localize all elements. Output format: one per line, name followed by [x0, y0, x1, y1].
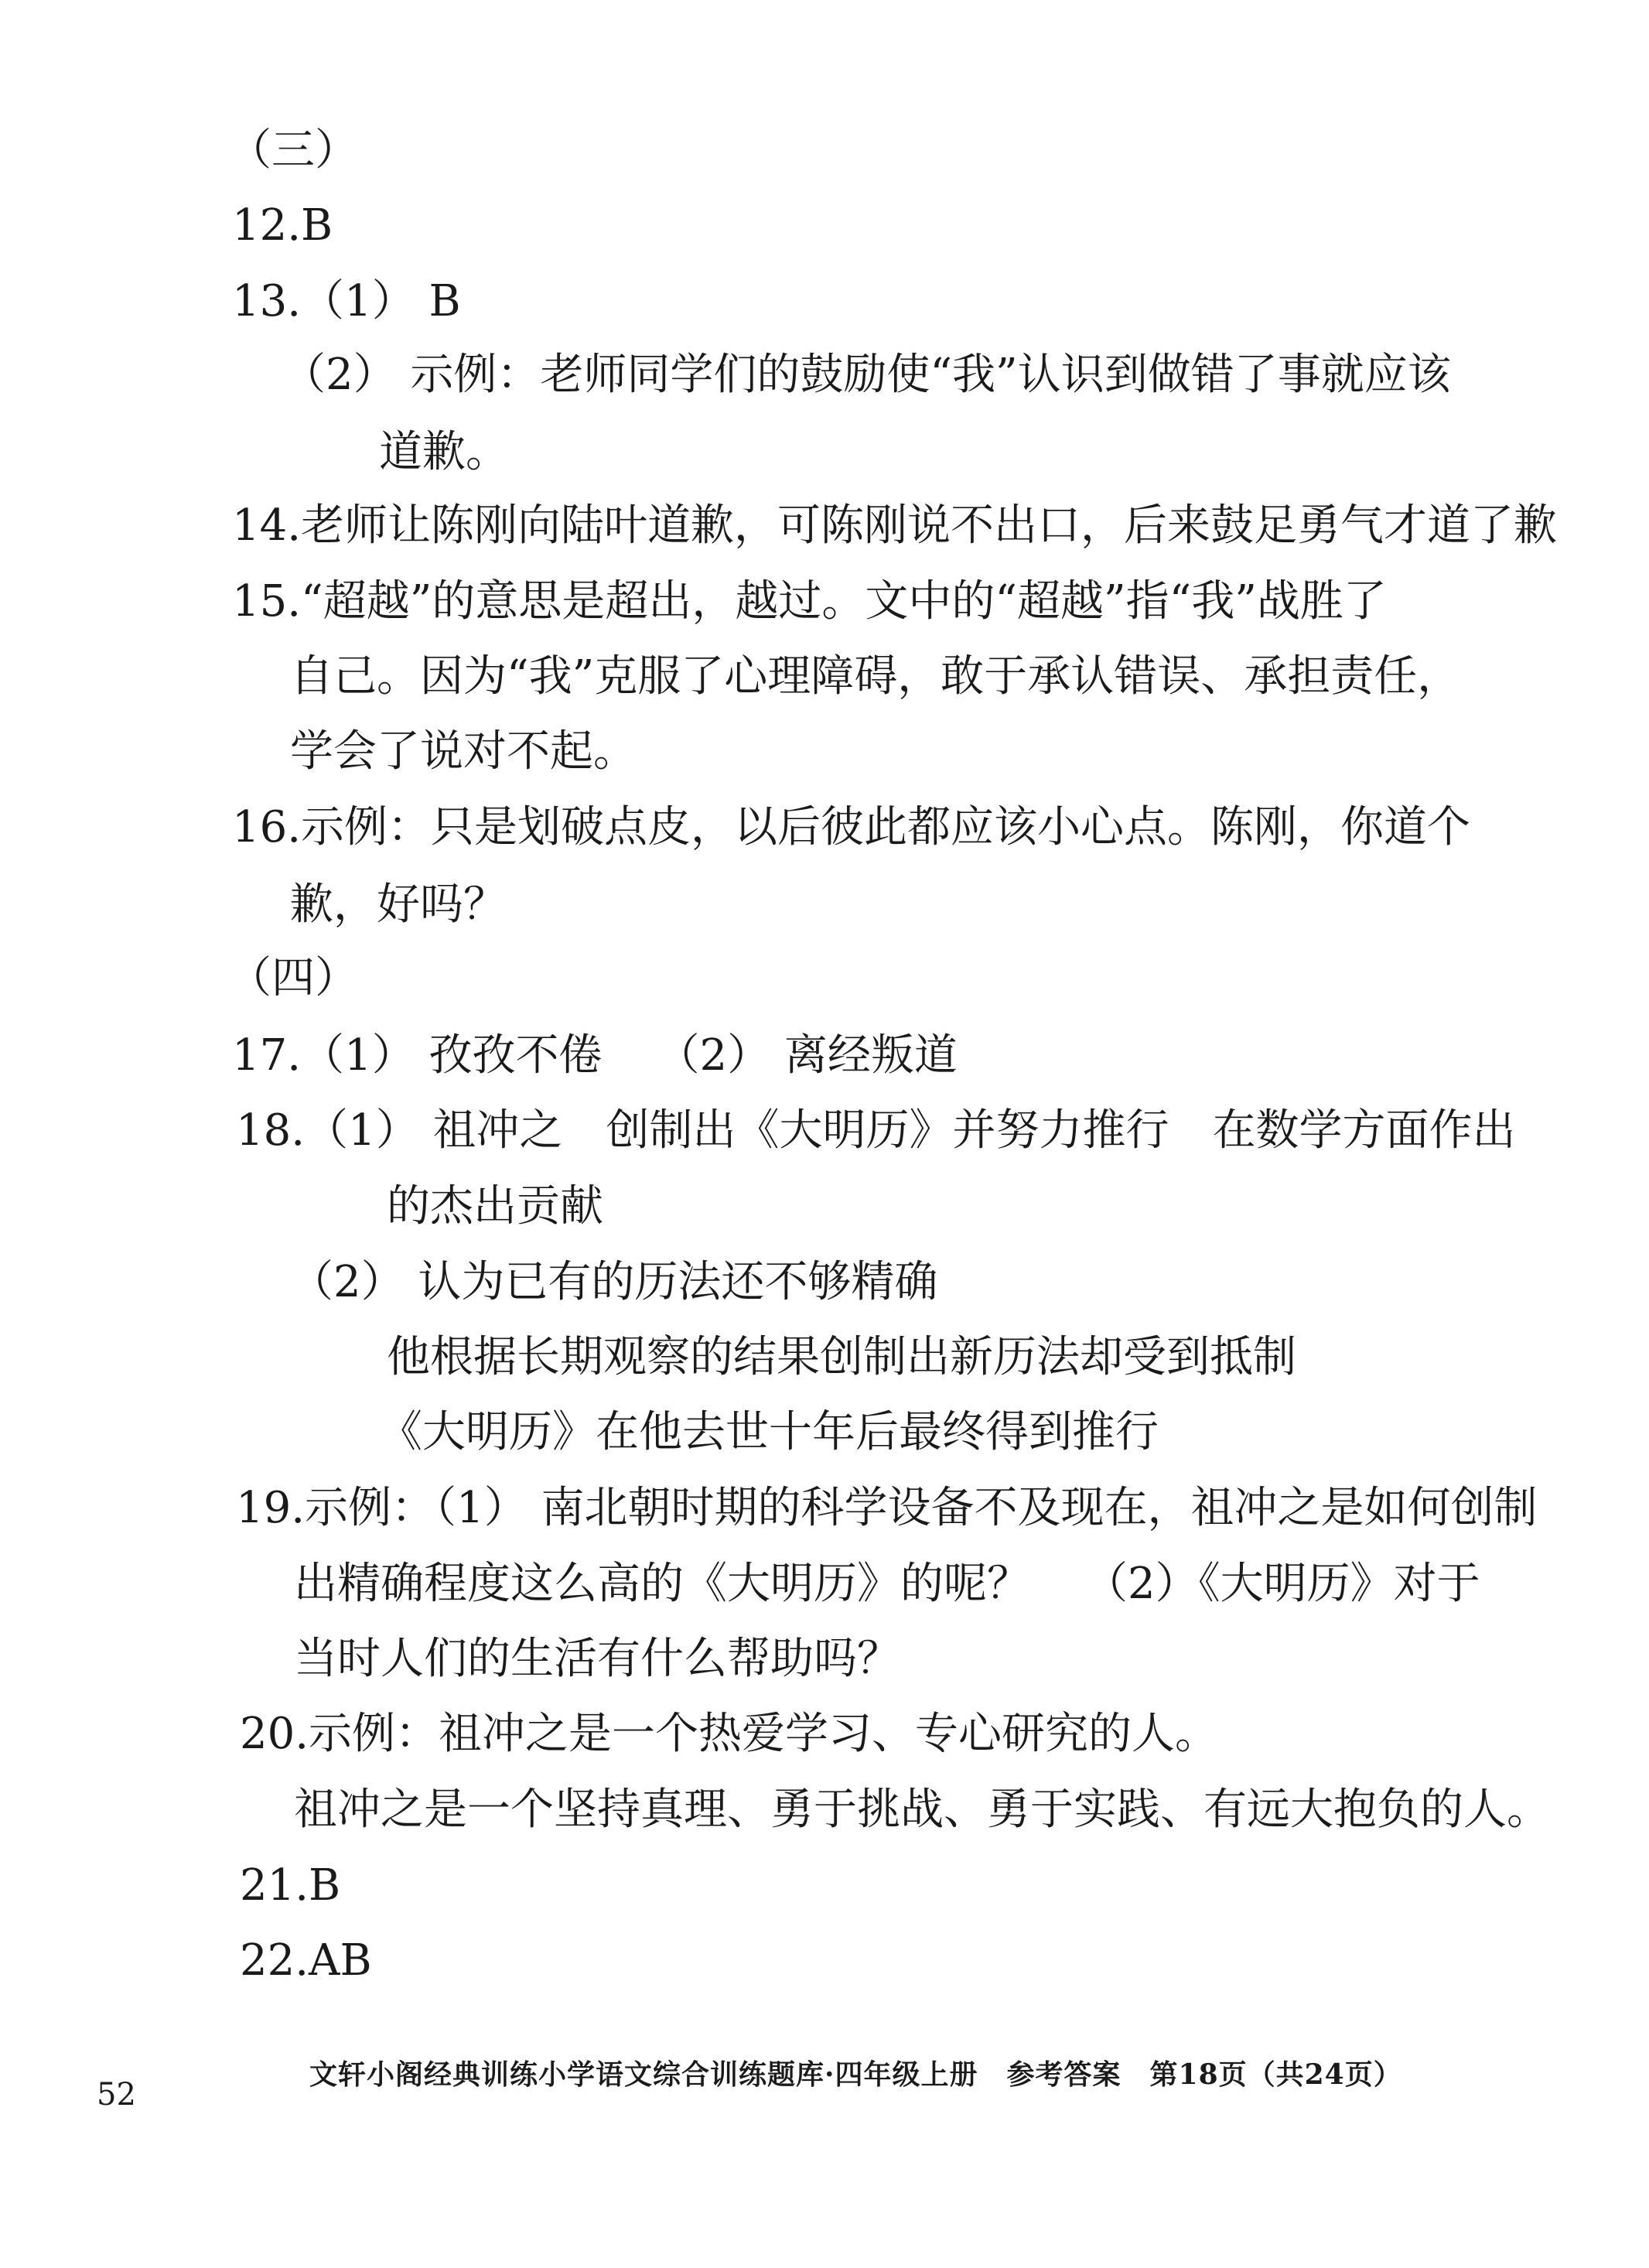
answer-18-part-2-line-2: 他根据长期观察的结果创制出新历法却受到抵制	[387, 1332, 1296, 1382]
page-footer: 文轩小阁经典训练小学语文综合训练题库·四年级上册 参考答案 第18页（共24页）	[309, 2058, 1402, 2091]
answer-17-part-2: （2） 离经叛道	[656, 1030, 958, 1081]
answer-17-part-1: 17.（1） 孜孜不倦	[232, 1030, 603, 1081]
answer-16-line-1: 16.示例：只是划破点皮，以后彼此都应该小心点。陈刚，你道个	[232, 802, 1471, 852]
answer-18-item-a: 18.（1） 祖冲之	[236, 1105, 563, 1156]
answer-20-line-1: 20.示例：祖冲之是一个热爱学习、专心研究的人。	[240, 1709, 1219, 1759]
answer-21: 21.B	[240, 1860, 341, 1911]
answer-19-part-1-end: 出精确程度这么高的《大明历》的呢？	[294, 1559, 1030, 1609]
answer-12: 12.B	[232, 200, 333, 251]
page-number: 52	[97, 2077, 136, 2113]
answer-15-line-1: 15.“超越”的意思是超出，越过。文中的“超越”指“我”战胜了	[232, 576, 1387, 627]
answer-19-line-2	[294, 1553, 1480, 1615]
answer-15-line-3: 学会了说对不起。	[290, 726, 637, 777]
answer-15-line-2: 自己。因为“我”克服了心理障碍，敢于承认错误、承担责任，	[290, 651, 1461, 702]
section-four-heading: （四）	[228, 953, 358, 1003]
answer-16-line-2: 歉，好吗？	[290, 880, 507, 930]
answer-18-part-1-line-1	[236, 1100, 1516, 1162]
answer-19-line-3: 当时人们的生活有什么帮助吗？	[294, 1634, 900, 1684]
answer-17	[232, 1025, 958, 1087]
answer-19-line-1: 19.示例：（1） 南北朝时期的科学设备不及现在，祖冲之是如何创制	[236, 1483, 1538, 1533]
answer-14: 14.老师让陈刚向陆叶道歉，可陈刚说不出口，后来鼓足勇气才道了歉	[232, 500, 1558, 551]
answer-18-part-1-line-2: 的杰出贡献	[387, 1181, 603, 1231]
answer-13-part-2-line-2: 道歉。	[379, 427, 509, 477]
answer-19-part-2-start: （2）《大明历》对于	[1084, 1559, 1480, 1609]
answer-20-line-2: 祖冲之是一个坚持真理、勇于挑战、勇于实践、有远大抱负的人。	[294, 1785, 1550, 1835]
answer-13-part-2-line-1: （2） 示例：老师同学们的鼓励使“我”认识到做错了事就应该	[282, 350, 1451, 400]
answer-18-part-2-line-1: （2） 认为已有的历法还不够精确	[290, 1257, 938, 1307]
answer-13-part-1: 13.（1） B	[232, 276, 461, 326]
answer-18-item-b: 创制出《大明历》并努力推行	[606, 1105, 1169, 1156]
answer-18-item-c: 在数学方面作出	[1212, 1105, 1516, 1156]
section-three-heading: （三）	[228, 125, 358, 176]
answer-22: 22.AB	[240, 1935, 372, 1986]
answer-18-part-2-line-3: 《大明历》在他去世十年后最终得到推行	[379, 1407, 1159, 1457]
